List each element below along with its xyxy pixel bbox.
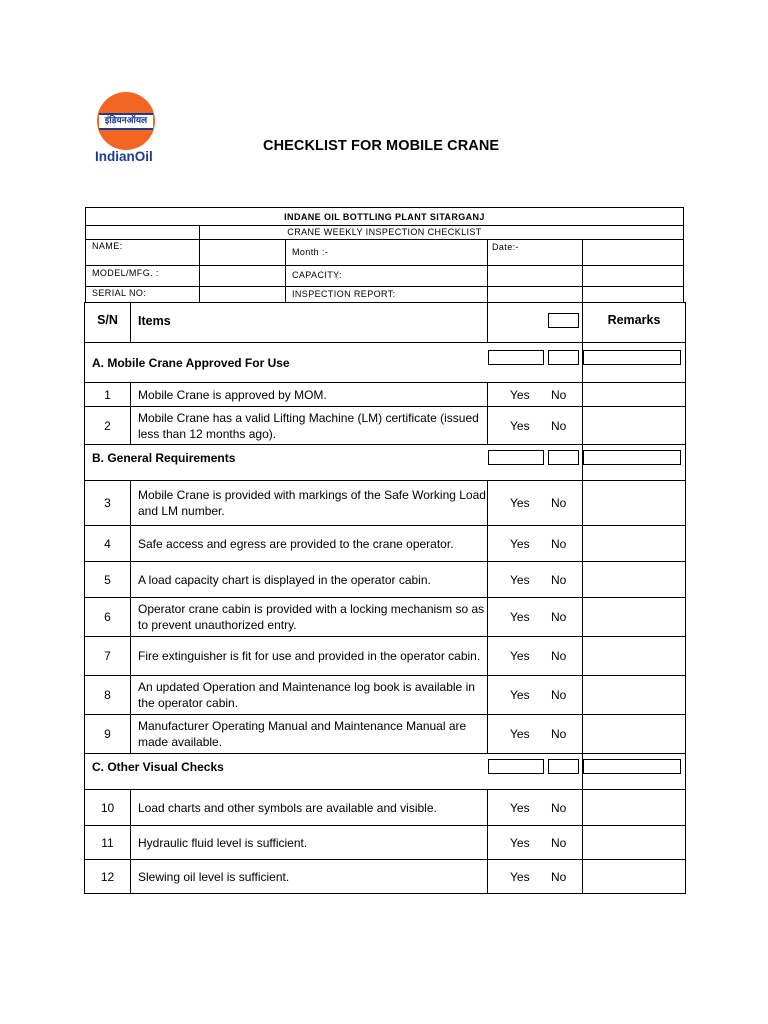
section-box-no	[548, 450, 579, 465]
section-remarks-cell	[583, 445, 686, 481]
row-yes-no	[488, 637, 583, 676]
no-option[interactable]: No	[551, 496, 567, 510]
row-item: An updated Operation and Maintenance log book is available in the operator cabin.	[131, 676, 488, 715]
table-row	[85, 383, 686, 407]
section-cell	[85, 445, 488, 481]
yes-option[interactable]: Yes	[510, 536, 530, 551]
name-label: NAME:	[92, 241, 123, 251]
logo-script-text: इंडियनऑयल	[104, 115, 148, 126]
section-row-b	[85, 445, 686, 481]
yes-option[interactable]: Yes	[510, 496, 530, 510]
logo-emblem	[97, 92, 155, 150]
serial-label: SERIAL NO:	[92, 288, 147, 298]
table-row	[85, 637, 686, 676]
section-yn-cell	[488, 445, 583, 481]
table-row	[85, 598, 686, 637]
row-remarks[interactable]	[583, 790, 686, 826]
no-option[interactable]: No	[551, 536, 567, 551]
row-remarks[interactable]	[583, 481, 686, 526]
items-column-header: Items	[131, 303, 488, 343]
section-box-no	[548, 350, 579, 365]
yes-option[interactable]: Yes	[510, 418, 530, 433]
table-row	[85, 790, 686, 826]
section-box-yes	[488, 350, 544, 365]
row-sn: 2	[85, 407, 131, 445]
section-row-a	[85, 343, 686, 383]
checklist-subtitle: CRANE WEEKLY INSPECTION CHECKLIST	[287, 227, 482, 237]
section-cell	[85, 343, 488, 383]
row-sn: 11	[85, 826, 131, 860]
row-remarks[interactable]	[583, 826, 686, 860]
section-box-yes	[488, 450, 544, 465]
section-title: C. Other Visual Checks	[92, 760, 224, 774]
no-option[interactable]: No	[551, 800, 567, 815]
row-sn: 10	[85, 790, 131, 826]
row-remarks[interactable]	[583, 637, 686, 676]
row-sn: 3	[85, 481, 131, 526]
no-option[interactable]: No	[551, 387, 567, 402]
yes-option[interactable]: Yes	[510, 649, 530, 663]
month-label: Month :-	[292, 247, 329, 257]
row-yes-no	[488, 676, 583, 715]
sn-column-header: S/N	[85, 303, 131, 343]
row-yes-no	[488, 562, 583, 598]
row-remarks[interactable]	[583, 598, 686, 637]
row-yes-no	[488, 860, 583, 894]
header-checkbox-frame	[548, 313, 579, 328]
row-yes-no	[488, 407, 583, 445]
section-box-remarks	[583, 450, 681, 465]
row-item: Operator crane cabin is provided with a locking mechanism so as to prevent unauthorized entry.	[131, 598, 488, 637]
row-yes-no	[488, 598, 583, 637]
yes-option[interactable]: Yes	[510, 610, 530, 624]
table-row	[85, 715, 686, 754]
document-title: CHECKLIST FOR MOBILE CRANE	[263, 138, 500, 154]
section-cell	[85, 754, 488, 790]
row-item: Mobile Crane is approved by MOM.	[131, 383, 488, 407]
section-yn-cell	[488, 754, 583, 790]
table-row	[85, 481, 686, 526]
row-remarks[interactable]	[583, 526, 686, 562]
row-sn: 12	[85, 860, 131, 894]
section-title: B. General Requirements	[92, 451, 236, 465]
table-row	[85, 860, 686, 894]
no-option[interactable]: No	[551, 727, 567, 741]
row-item: Slewing oil level is sufficient.	[131, 860, 488, 894]
yes-no-column-header	[488, 303, 583, 343]
table-row	[85, 407, 686, 445]
section-box-remarks	[583, 759, 681, 774]
table-row	[85, 562, 686, 598]
table-header-row	[85, 303, 686, 343]
no-option[interactable]: No	[551, 835, 567, 850]
no-option[interactable]: No	[551, 869, 567, 884]
yes-option[interactable]: Yes	[510, 835, 530, 850]
row-item: Load charts and other symbols are available and visible.	[131, 790, 488, 826]
remarks-column-header: Remarks	[583, 303, 686, 343]
row-item: Fire extinguisher is fit for use and provided in the operator cabin.	[131, 637, 488, 676]
row-remarks[interactable]	[583, 562, 686, 598]
no-option[interactable]: No	[551, 572, 567, 587]
inspection-report-label: INSPECTION REPORT:	[292, 289, 396, 299]
model-label: MODEL/MFG. :	[92, 268, 159, 278]
row-yes-no	[488, 481, 583, 526]
row-item: Mobile Crane is provided with markings of the Safe Working Load and LM number.	[131, 481, 488, 526]
logo-band	[99, 113, 153, 130]
no-option[interactable]: No	[551, 649, 567, 663]
no-option[interactable]: No	[551, 418, 567, 433]
yes-option[interactable]: Yes	[510, 727, 530, 741]
logo-brand-name: IndianOil	[95, 149, 153, 164]
row-item: Manufacturer Operating Manual and Maintenance Manual are made available.	[131, 715, 488, 754]
row-sn: 8	[85, 676, 131, 715]
row-item: A load capacity chart is displayed in the operator cabin.	[131, 562, 488, 598]
checklist-table	[84, 302, 686, 894]
section-box-yes	[488, 759, 544, 774]
row-yes-no	[488, 790, 583, 826]
yes-option[interactable]: Yes	[510, 688, 530, 702]
section-title: A. Mobile Crane Approved For Use	[92, 355, 290, 370]
row-sn: 4	[85, 526, 131, 562]
row-yes-no	[488, 383, 583, 407]
section-box-no	[548, 759, 579, 774]
section-row-c	[85, 754, 686, 790]
row-remarks[interactable]	[583, 407, 686, 445]
capacity-label: CAPACITY:	[292, 270, 342, 280]
row-item: Mobile Crane has a valid Lifting Machine (LM) certificate (issued less than 12 months ago).	[131, 407, 488, 445]
section-remarks-cell	[583, 343, 686, 383]
row-remarks[interactable]	[583, 383, 686, 407]
yes-option[interactable]: Yes	[510, 387, 530, 402]
row-item: Safe access and egress are provided to the crane operator.	[131, 526, 488, 562]
row-remarks[interactable]	[583, 715, 686, 754]
table-row	[85, 526, 686, 562]
yes-option[interactable]: Yes	[510, 869, 530, 884]
no-option[interactable]: No	[551, 610, 567, 624]
yes-option[interactable]: Yes	[510, 800, 530, 815]
row-sn: 9	[85, 715, 131, 754]
section-box-remarks	[583, 350, 681, 365]
row-sn: 1	[85, 383, 131, 407]
row-remarks[interactable]	[583, 676, 686, 715]
row-sn: 5	[85, 562, 131, 598]
row-yes-no	[488, 526, 583, 562]
header-info-block	[85, 207, 684, 303]
row-yes-no	[488, 826, 583, 860]
row-sn: 7	[85, 637, 131, 676]
section-remarks-cell	[583, 754, 686, 790]
row-item: Hydraulic fluid level is sufficient.	[131, 826, 488, 860]
row-yes-no	[488, 715, 583, 754]
row-sn: 6	[85, 598, 131, 637]
table-row	[85, 676, 686, 715]
section-yn-cell	[488, 343, 583, 383]
row-remarks[interactable]	[583, 860, 686, 894]
date-label: Date:-	[492, 242, 519, 252]
plant-name: INDANE OIL BOTTLING PLANT SITARGANJ	[284, 212, 485, 222]
no-option[interactable]: No	[551, 688, 567, 702]
yes-option[interactable]: Yes	[510, 572, 530, 587]
table-row	[85, 826, 686, 860]
